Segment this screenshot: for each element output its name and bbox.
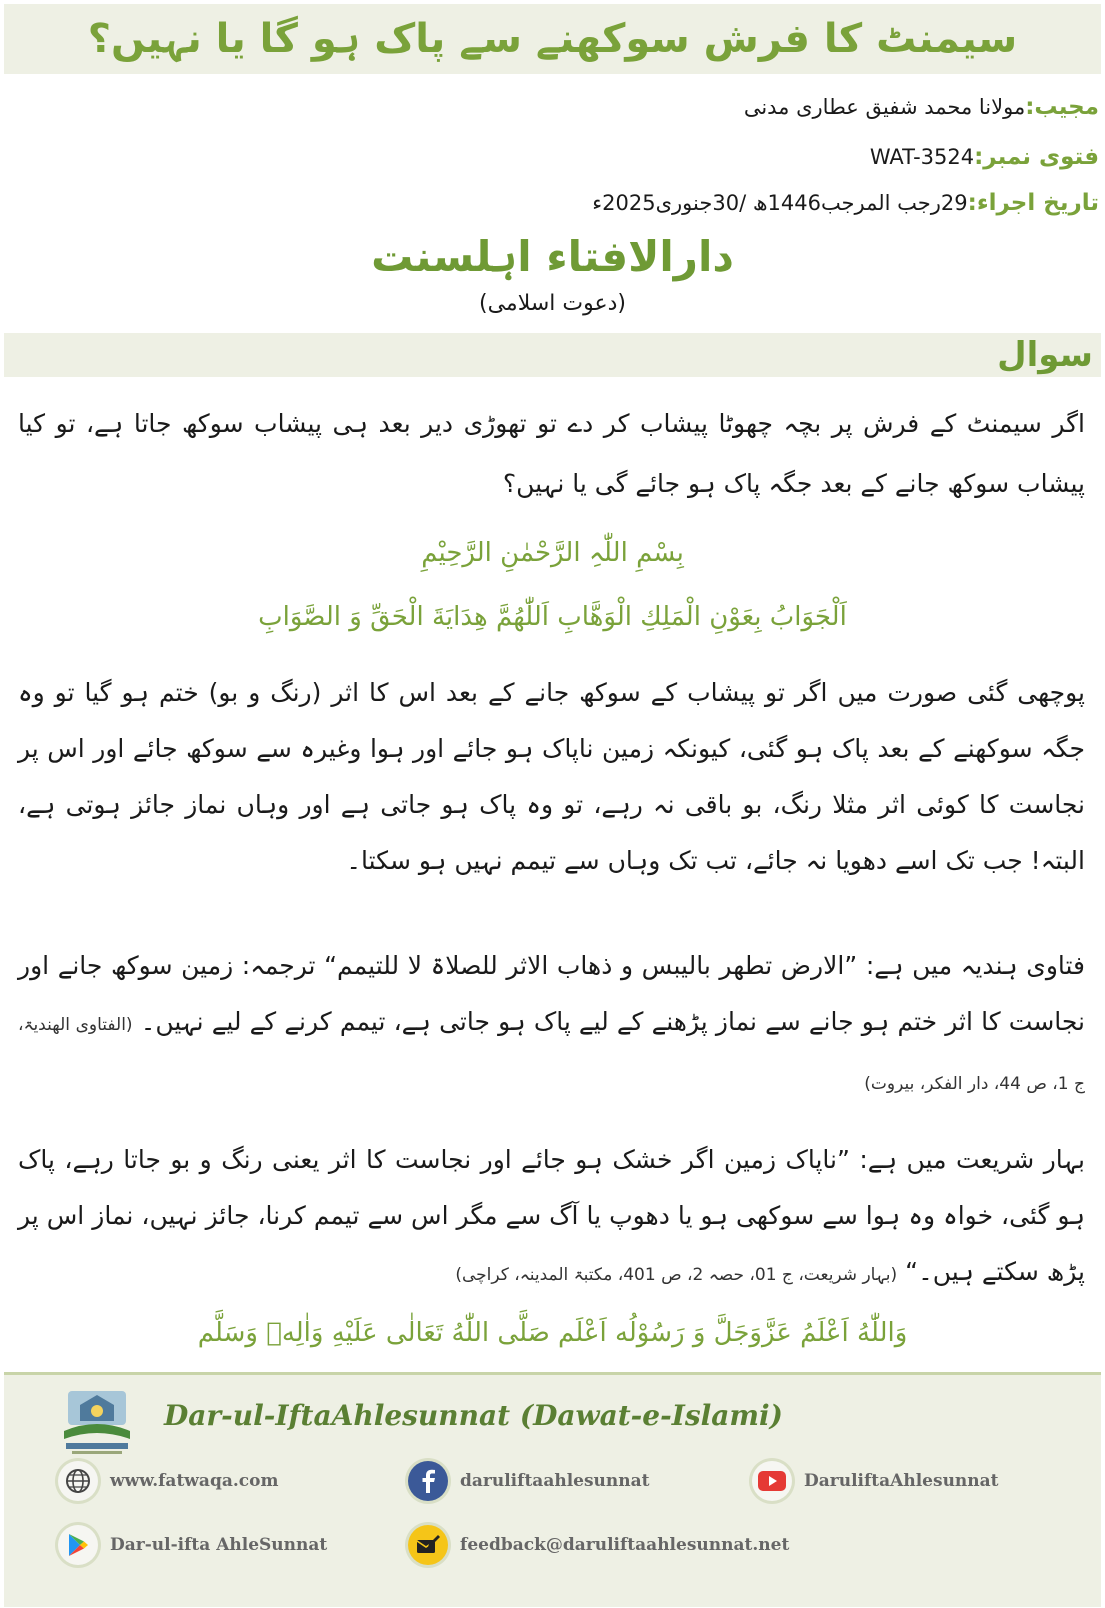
issue-date-row (592, 190, 1099, 216)
facebook-icon (408, 1461, 448, 1501)
website-link[interactable] (58, 1461, 278, 1501)
website-label: www.fatwaqa.com (110, 1471, 279, 1491)
mujeeb-value: مولانا محمد شفیق عطاری مدنی (743, 95, 1026, 119)
mujeeb-row (744, 94, 1099, 120)
issue-date-value: 29رجب المرجب1446ھ /30جنوری2025ء (592, 191, 968, 215)
page-title: سیمنٹ کا فرش سوکھنے سے پاک ہو گا یا نہیں؟ (87, 16, 1018, 62)
youtube-label: DaruliftaAhlesunnat (804, 1471, 999, 1491)
globe-icon (58, 1461, 98, 1501)
answer-paragraph-3 (18, 1132, 1085, 1303)
bahar-reference: (بہار شریعت، ج 01، حصہ 2، ص 401، مکتبۃ المدینہ، کراچی) (455, 1265, 898, 1285)
answer-paragraph-2 (18, 938, 1085, 1112)
fatwa-number-value: WAT-3524 (869, 145, 975, 169)
hindiya-reference: (الفتاوی الھندیۃ، ج 1، ص 44، دار الفکر، بیروت) (18, 1015, 1085, 1094)
email-icon (408, 1525, 448, 1565)
youtube-icon (752, 1461, 792, 1501)
institution-subtitle: (دعوت اسلامی) (479, 291, 626, 316)
youtube-link[interactable] (752, 1461, 999, 1501)
email-link[interactable] (408, 1525, 789, 1565)
bismillah: بِسْمِ اللّٰہِ الرَّحْمٰنِ الرَّحِیْمِ (421, 538, 684, 568)
footer (4, 1372, 1101, 1607)
title-bar (4, 4, 1101, 74)
answer-intro: اَلْجَوَابُ بِعَوْنِ الْمَلِكِ الْوَهَّابِ اَللّٰهُمَّ هِدَايَةَ الْحَقِّ وَ الصَّوَابِ (258, 602, 847, 632)
facebook-link[interactable] (408, 1461, 649, 1501)
footer-brand: Dar-ul-IftaAhlesunnat (Dawat-e-Islami) (164, 1399, 783, 1432)
institution-name: دارالافتاء اہلسنت (371, 232, 734, 281)
question-heading-bar (4, 333, 1101, 377)
bahar-quote: بہار شریعت میں ہے: ”ناپاک زمین اگر خشک ہو جائے اور نجاست کا اثر یعنی رنگ و بو جاتا رہے، پاک ہو گئی، خواہ وہ ہوا سے سوکھی ہو یا دھوپ یا آگ سے مگر اس سے تیمم کرنا، جائز نہیں، نماز اس پر پڑھ سکتے ہیں۔“ (18, 1145, 1085, 1286)
email-label: feedback@daruliftaahlesunnat.net (460, 1535, 790, 1555)
institution-logo (54, 1387, 140, 1457)
playstore-icon (58, 1525, 98, 1565)
issue-date-label: تاریخ اجراء: (967, 190, 1099, 216)
fatwa-number-label: فتوی نمبر: (974, 144, 1099, 170)
closing-invocation: وَاللّٰهُ اَعْلَمُ عَزَّوَجَلَّ وَ رَسُوْلُه اَعْلَم صَلَّى اللّٰهُ تَعَالٰى عَلَيْهِ وَاٰلِهٖ وَسَلَّم (197, 1318, 908, 1348)
facebook-label: daruliftaahlesunnat (460, 1471, 650, 1491)
fatwa-number-row (870, 144, 1099, 170)
question-text: اگر سیمنٹ کے فرش پر بچہ چھوٹا پیشاب کر دے تو تھوڑی دیر بعد ہی پیشاب سوکھ جاتا ہے، تو کیا پیشاب سوکھ جانے کے بعد جگہ پاک ہو جائے گی یا نہیں؟ (18, 409, 1085, 498)
playstore-link[interactable] (58, 1525, 327, 1565)
mujeeb-label: مجیب: (1025, 94, 1099, 120)
answer-paragraph-1: پوچھی گئی صورت میں اگر تو پیشاب کے سوکھ جانے کے بعد اس کا اثر (رنگ و بو) ختم ہو گیا تو وہ جگہ سوکھنے کے بعد پاک ہو گئی، کیونکہ زمین ناپاک ہو جائے اور ہوا وغیرہ سے سوکھ جائے اور اس پر نجاست کا کوئی اثر مثلا رنگ، بو باقی نہ رہے، تو وہ پاک ہو جاتی ہے اور وہاں نماز جائز ہوتی ہے، البتہ! جب تک اسے دھویا نہ جائے، تب تک وہاں سے تیمم نہیں ہو سکتا۔ (18, 678, 1085, 875)
hindiya-quote: فتاوی ہندیہ میں ہے: ”الارض تطھر بالیبس و ذھاب الاثر للصلاۃ لا للتیمم“ ترجمہ: زمین سوکھ جانے اور نجاست کا اثر ختم ہو جانے سے نماز پڑھنے کے لیے پاک ہو جاتی ہے، تیمم کرنے کے لیے نہیں۔ (18, 951, 1085, 1036)
playstore-label: Dar-ul-ifta AhleSunnat (110, 1535, 328, 1555)
question-heading: سوال (997, 335, 1093, 375)
